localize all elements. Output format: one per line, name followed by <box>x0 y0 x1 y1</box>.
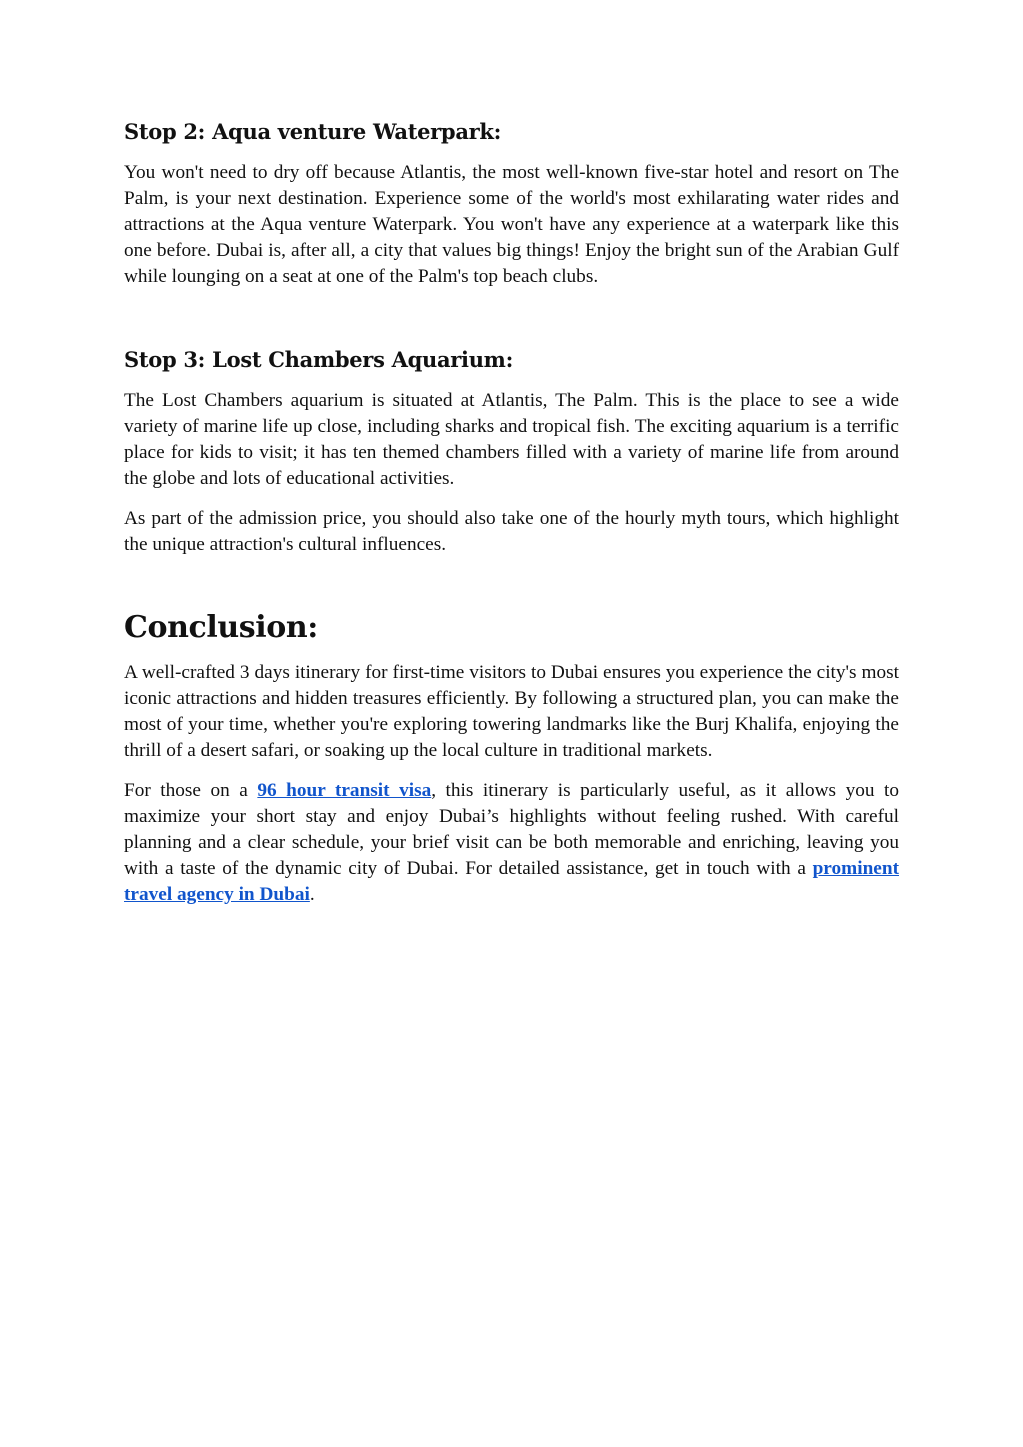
conclusion-text-before-link: For those on a <box>124 780 258 801</box>
stop3-paragraph-1: The Lost Chambers aquarium is situated at Atlantis, The Palm. This is the place to see a wide variety of marine life up close, including sharks and tropical fish. The exciting aquarium is a terrific place for kids to visit; it has ten themed chambers filled with a variety of marine life from around the globe and lots of educational activities. <box>124 390 899 489</box>
conclusion-heading: Conclusion: <box>124 610 318 645</box>
stop3-heading: Stop 3: Lost Chambers Aquarium: <box>124 347 514 372</box>
conclusion-paragraph-1: A well-crafted 3 days itinerary for first-time visitors to Dubai ensures you experience the city's most iconic attractions and hidden treasures efficiently. By following a structured plan, you can make the most of your time, whether you're exploring towering landmarks like the Burj Khalifa, enjoying the thrill of a desert safari, or soaking up the local culture in traditional markets. <box>124 662 899 761</box>
travel-agency-link[interactable]: prominent travel agency in Dubai <box>124 858 899 905</box>
document-page <box>124 118 899 922</box>
stop2-paragraph: You won't need to dry off because Atlantis, the most well-known five-star hotel and resort on The Palm, is your next destination. Experience some of the world's most exhilarating water rides and attractions at the Aqua venture Waterpark. You won't have any experience at a waterpark like this one before. Dubai is, after all, a city that values big things! Enjoy the bright sun of the Arabian Gulf while lounging on a seat at one of the Palm's top beach clubs. <box>124 162 899 287</box>
conclusion-text-middle: , this itinerary is particularly useful, as it allows you to maximize your short stay and enjoy Dubai’s highlights without feeling rushed. With careful planning and a clear schedule, your brief visit can be both memorable and enriching, leaving you with a taste of the dynamic city of Dubai. For detailed assistance, get in touch with a <box>124 780 899 879</box>
transit-visa-link[interactable]: 96 hour transit visa <box>257 780 432 801</box>
stop3-paragraph-2: As part of the admission price, you should also take one of the hourly myth tours, which highlight the unique attraction's cultural influences. <box>124 508 899 555</box>
section-spacer <box>124 572 899 608</box>
conclusion-paragraph-2 <box>124 778 899 908</box>
conclusion-text-end: . <box>309 884 315 905</box>
section-spacer <box>124 304 899 346</box>
stop2-heading: Stop 2: Aqua venture Waterpark: <box>124 119 502 144</box>
